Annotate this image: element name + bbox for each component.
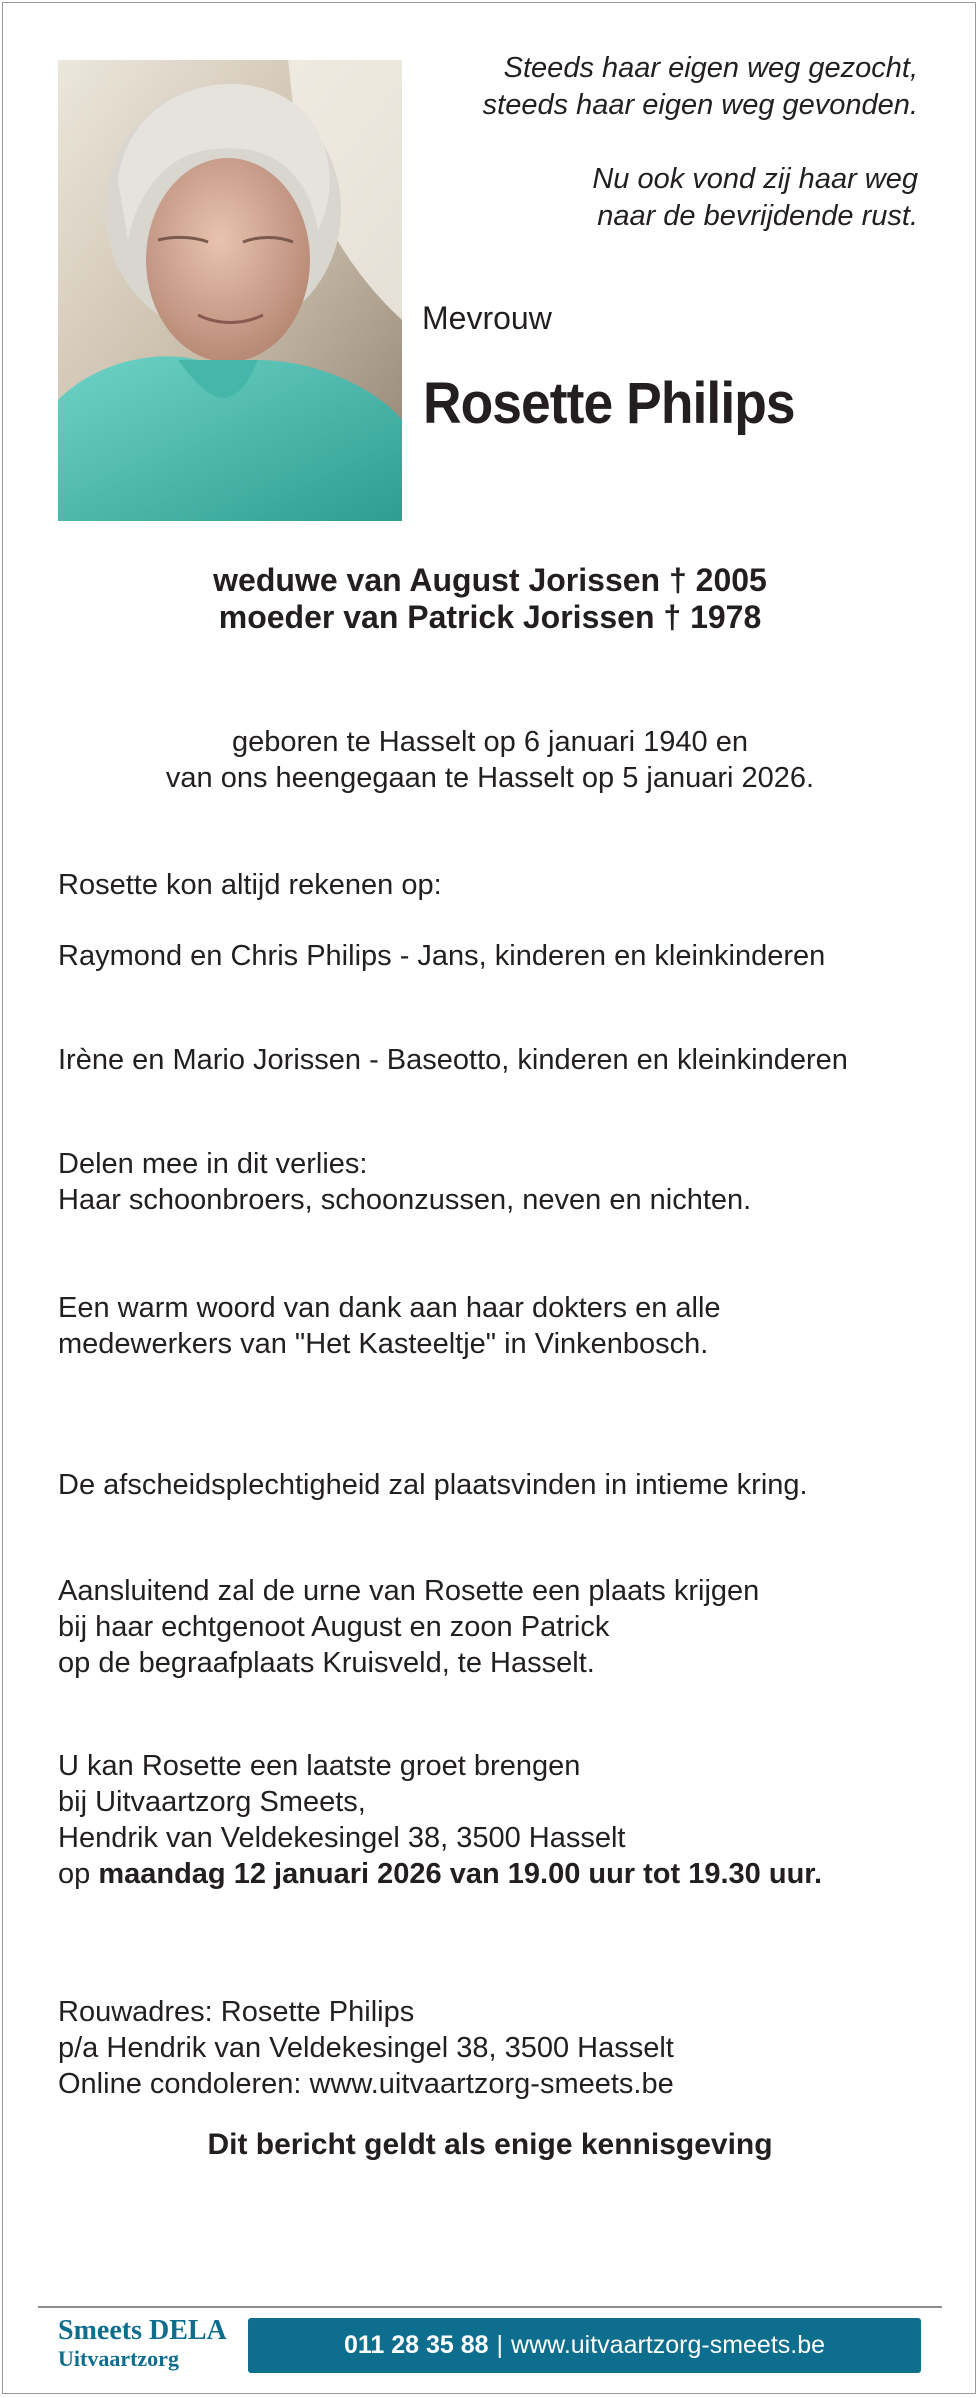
poem-line: Nu ook vond zij haar weg (592, 163, 918, 195)
logo-subtitle: Uitvaartzorg (58, 2346, 179, 2371)
ceremony: De afscheidsplechtigheid zal plaatsvinden in intieme kring. (58, 1469, 808, 1501)
contact-separator: | (496, 2331, 504, 2359)
birth-line: geboren te Hasselt op 6 januari 1940 en (232, 726, 748, 758)
mourning-address (58, 1994, 674, 2102)
logo-brand: Smeets DELA (58, 2315, 227, 2346)
portrait-image (58, 60, 402, 521)
poem-stanza-2 (398, 161, 918, 235)
family-line-2: Irène en Mario Jorissen - Baseotto, kinderen en kleinkinderen (58, 1044, 848, 1076)
contact-bar (248, 2318, 921, 2373)
shared-loss (58, 1146, 751, 1218)
death-line: van ons heengegaan te Hasselt op 5 januari 2026. (165, 762, 815, 794)
relation-line: weduwe van August Jorissen † 2005 (213, 562, 767, 598)
family-intro: Rosette kon altijd rekenen op: (58, 869, 442, 901)
address-line: Rouwadres: Rosette Philips (58, 1996, 415, 2028)
thanks-line: medewerkers van "Het Kasteeltje" in Vinkenbosch. (58, 1328, 709, 1360)
thanks-line: Een warm woord van dank aan haar dokters en alle (58, 1292, 721, 1324)
deceased-name: Rosette Philips (423, 371, 795, 436)
footer-divider (38, 2306, 942, 2308)
urn-notice (58, 1573, 759, 1681)
relations (0, 562, 980, 636)
poem (398, 50, 918, 272)
thanks (58, 1290, 721, 1362)
address-line: p/a Hendrik van Veldekesingel 38, 3500 Hasselt (58, 2032, 674, 2064)
visit-line: bij Uitvaartzorg Smeets, (58, 1786, 366, 1818)
closing-note: Dit bericht geldt als enige kennisgeving (207, 2128, 773, 2161)
urn-line: op de begraafplaats Kruisveld, te Hasselt. (58, 1647, 595, 1679)
poem-line: naar de bevrijdende rust. (597, 200, 918, 232)
poem-line: steeds haar eigen weg gevonden. (482, 89, 918, 121)
visit-line (58, 1856, 822, 1892)
urn-line: Aansluitend zal de urne van Rosette een plaats krijgen (58, 1575, 760, 1607)
poem-stanza-1 (398, 50, 918, 124)
urn-line: bij haar echtgenoot August en zoon Patrick (58, 1611, 610, 1643)
phone-number[interactable]: 011 28 35 88 (343, 2331, 489, 2359)
life-dates (0, 724, 980, 796)
address-line: Online condoleren: www.uitvaartzorg-smeets.be (58, 2068, 674, 2100)
visit-notice (58, 1748, 822, 1892)
visit-prefix: op (58, 1858, 99, 1890)
honorific: Mevrouw (422, 300, 552, 336)
family-line-1: Raymond en Chris Philips - Jans, kinderen en kleinkinderen (58, 940, 826, 972)
website-link[interactable]: www.uitvaartzorg-smeets.be (511, 2331, 826, 2359)
funeral-home-logo (58, 2316, 227, 2372)
visit-time: maandag 12 januari 2026 van 19.00 uur tot 19.30 uur. (98, 1858, 823, 1890)
visit-line: Hendrik van Veldekesingel 38, 3500 Hasselt (58, 1822, 626, 1854)
shared-loss-line: Delen mee in dit verlies: (58, 1148, 368, 1180)
shared-loss-line: Haar schoonbroers, schoonzussen, neven en nichten. (58, 1184, 752, 1216)
portrait-photo (58, 60, 402, 521)
poem-line: Steeds haar eigen weg gezocht, (503, 52, 918, 84)
relation-line: moeder van Patrick Jorissen † 1978 (218, 599, 762, 635)
visit-line: U kan Rosette een laatste groet brengen (58, 1750, 581, 1782)
